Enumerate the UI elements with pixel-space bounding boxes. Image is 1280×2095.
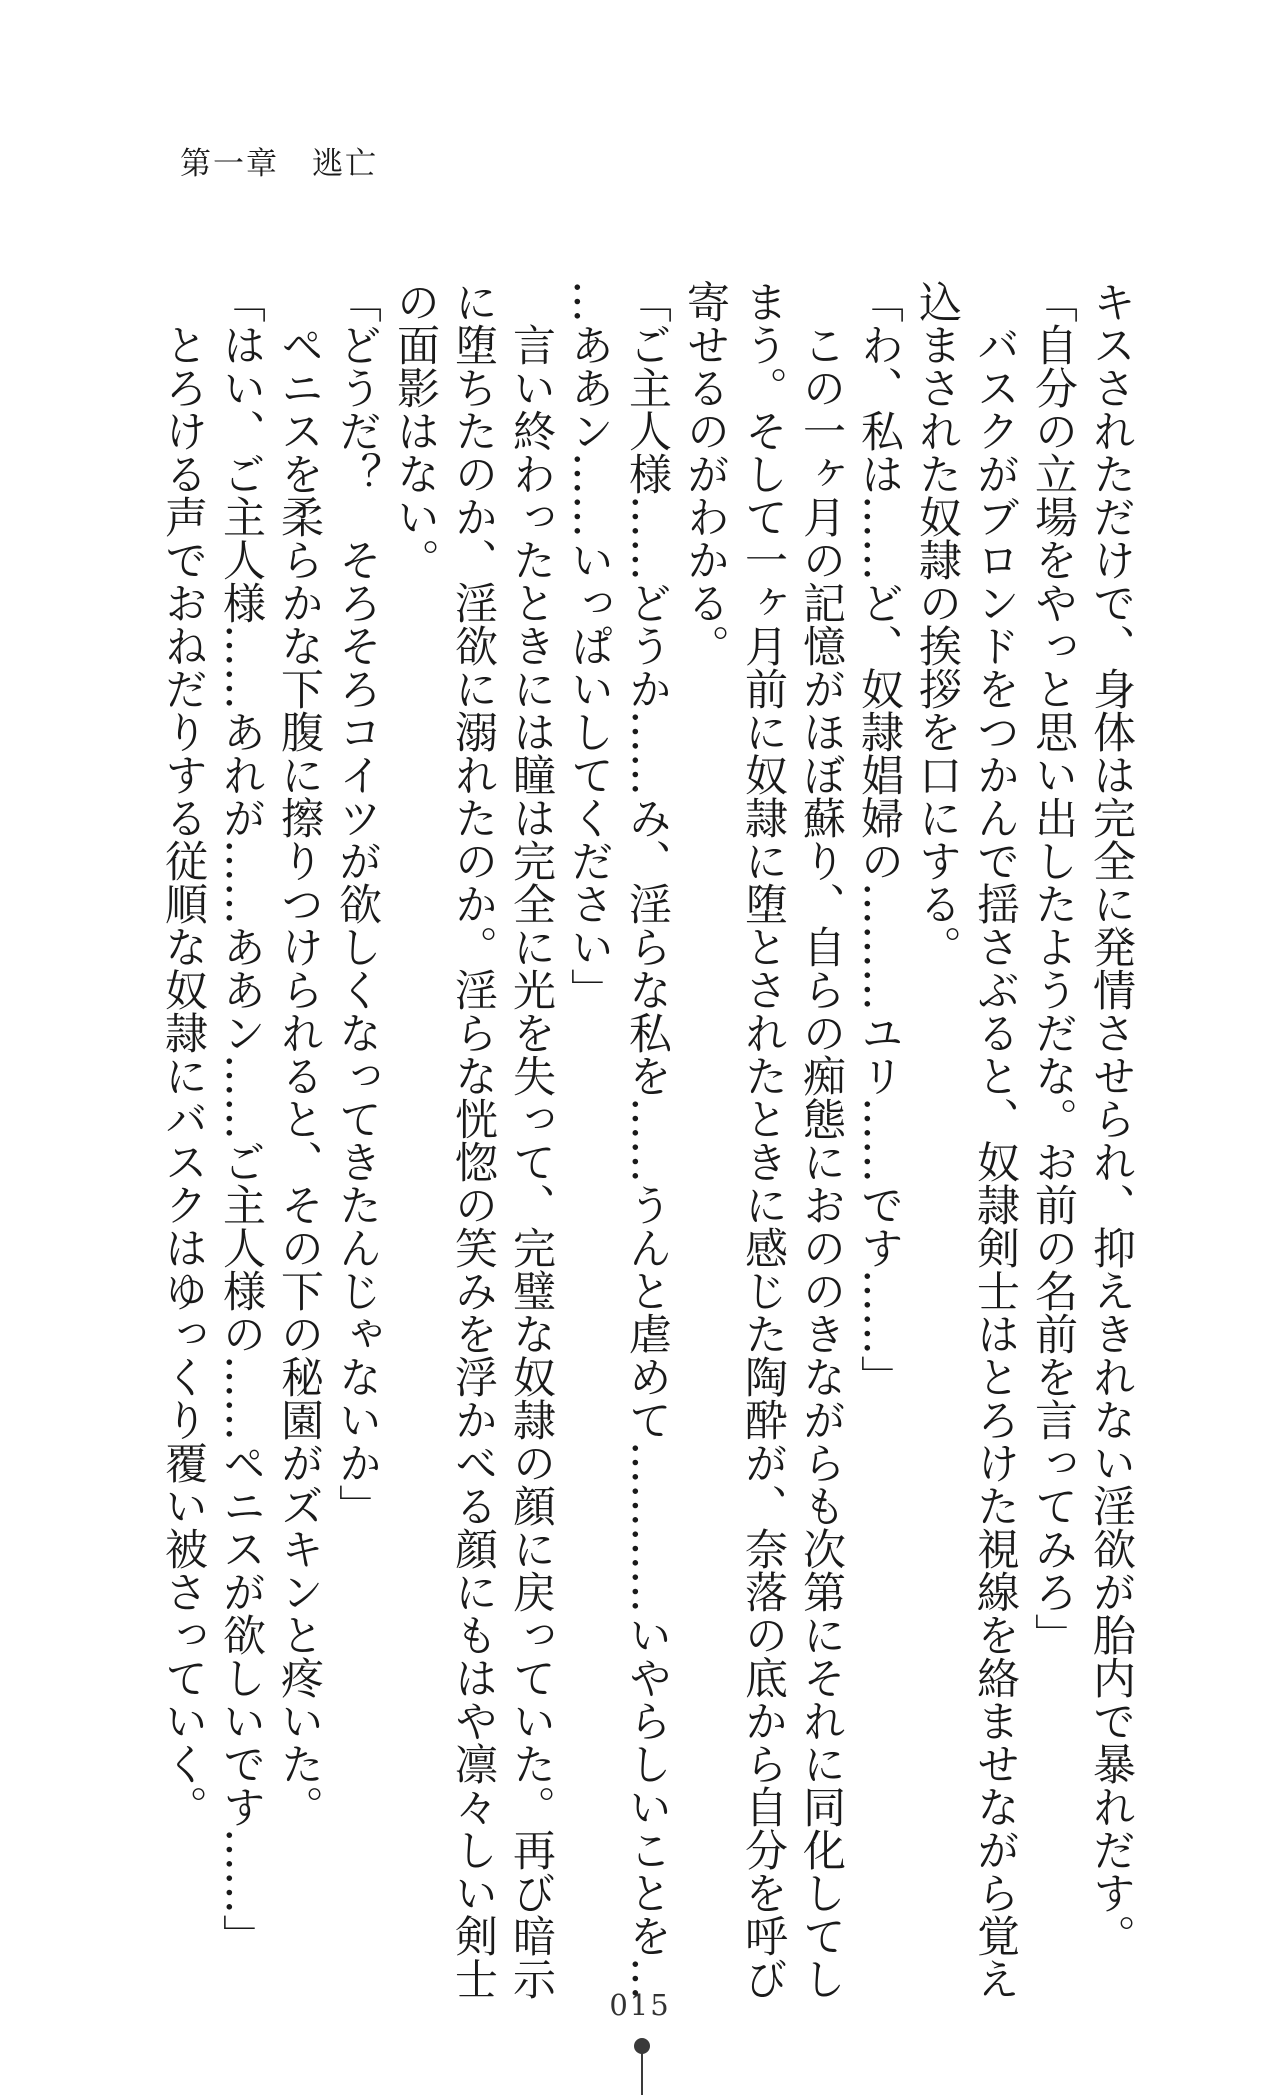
text-line: キスされただけで、身体は完全に発情させられ、抑えきれない淫欲が胎内で暴れだす。 <box>1086 280 1136 1957</box>
text-line: 「はい、ご主人様……あれが……ああン……ご主人様の……ペニスが欲しいです……」 <box>216 280 266 1957</box>
text-line: ペニスを柔らかな下腹に擦りつけられると、その下の秘園がズキンと疼いた。 <box>274 280 324 1828</box>
text-line: この一ヶ月の記憶がほぼ蘇り、自らの痴態におののきながらも次第にそれに同化してし <box>796 280 846 2000</box>
body-text <box>154 280 1140 2000</box>
page-number: 015 <box>609 1988 671 2022</box>
text-line: 「ご主人様……どうか……み、淫らな私を……うんと虐めて…………いやらしいことを… <box>622 280 672 2000</box>
text-line: 「自分の立場をやっと思い出したようだな。お前の名前を言ってみろ」 <box>1028 280 1078 1656</box>
text-line: まう。そして一ヶ月前に奴隷に堕とされたときに感じた陶酔が、奈落の底から自分を呼び <box>738 280 788 2000</box>
text-line: とろける声でおねだりする従順な奴隷にバスクはゆっくり覆い被さっていく。 <box>158 280 208 1828</box>
text-line: …ああン……いっぱいしてください」 <box>564 280 614 1011</box>
chapter-header: 第一章 逃亡 <box>180 146 378 182</box>
text-line: に堕ちたのか、淫欲に溺れたのか。淫らな恍惚の笑みを浮かべる顔にもはや凛々しい剣士 <box>448 280 498 2000</box>
text-line: 込まされた奴隷の挨拶を口にする。 <box>912 280 962 968</box>
text-line: 「どうだ？ そろそろコイツが欲しくなってきたんじゃないか」 <box>332 280 382 1527</box>
text-line: バスクがブロンドをつかんで揺さぶると、奴隷剣士はとろけた視線を絡ませながら覚え <box>970 280 1020 2000</box>
text-line: の面影はない。 <box>390 280 440 581</box>
text-line: 言い終わったときには瞳は完全に光を失って、完璧な奴隷の顔に戻っていた。再び暗示 <box>506 280 556 2000</box>
text-line: 「わ、私は……ど、奴隷娼婦の………ユリ……です……」 <box>854 280 904 1398</box>
page-marker-line <box>641 2052 643 2095</box>
text-line: 寄せるのがわかる。 <box>680 280 730 667</box>
